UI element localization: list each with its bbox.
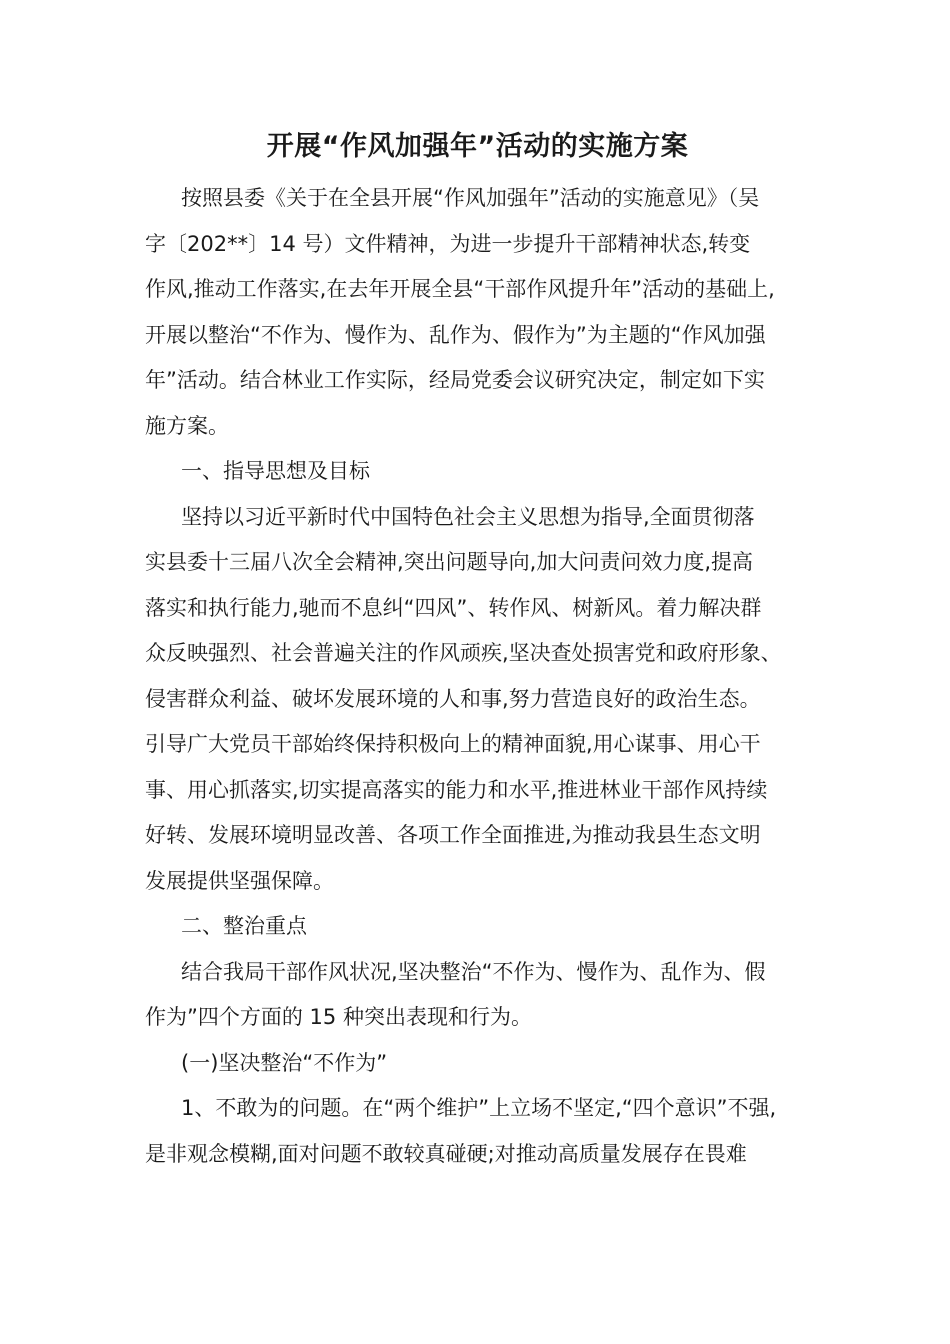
text-line: 1、不敢为的问题。在“两个维护”上立场不坚定,“四个意识”不强, [181, 1096, 777, 1120]
text-line: 坚持以习近平新时代中国特色社会主义思想为指导,全面贯彻落 [181, 504, 755, 529]
section-heading-1 [145, 449, 810, 495]
text-line: 实县委十三届八次全会精神,突出问题导向,加大问责问效力度,提高 [145, 550, 754, 574]
subsection-heading-1 [145, 1041, 810, 1087]
text-line: (一)坚决整治“不作为” [181, 1050, 388, 1075]
text-line: 开展以整治“不作为、慢作为、乱作为、假作为”为主题的“作风加强 [145, 322, 766, 347]
text-line: 作风,推动工作落实,在去年开展全县“干部作风提升年”活动的基础上, [145, 277, 775, 301]
text-line: 落实和执行能力,驰而不息纠“四风”、转作风、树新风。着力解决群 [145, 595, 762, 620]
text-line: 按照县委《关于在全县开展“作风加强年”活动的实施意见》（吴 [181, 186, 760, 210]
text-line: 年”活动。结合林业工作实际，经局党委会议研究决定，制定如下实 [145, 368, 765, 392]
document-title: 开展“作风加强年”活动的实施方案 [266, 131, 689, 162]
text-line: 引导广大党员干部始终保持积极向上的精神面貌,用心谋事、用心干 [145, 732, 761, 756]
text-line: 一、指导思想及目标 [181, 459, 370, 483]
text-line: 发展提供坚强保障。 [145, 868, 334, 893]
item-1-paragraph [145, 1086, 810, 1177]
text-line: 好转、发展环境明显改善、各项工作全面推进,为推动我县生态文明 [145, 823, 761, 847]
text-line: 施方案。 [145, 413, 229, 438]
document-page [145, 118, 810, 1177]
text-line: 字〔202**〕14 号）文件精神，为进一步提升干部精神状态,转变 [145, 231, 751, 256]
guiding-ideology-paragraph [145, 495, 810, 905]
rectification-focus-paragraph [145, 950, 810, 1041]
text-line: 二、整治重点 [181, 914, 307, 938]
text-line: 事、用心抓落实,切实提高落实的能力和水平,推进林业干部作风持续 [145, 777, 768, 802]
text-line: 众反映强烈、社会普遍关注的作风顽疾,坚决查处损害党和政府形象、 [145, 641, 782, 665]
section-heading-2 [145, 904, 810, 950]
text-line: 结合我局干部作风状况,坚决整治“不作为、慢作为、乱作为、假 [181, 959, 766, 984]
text-line: 是非观念模糊,面对问题不敢较真碰硬;对推动高质量发展存在畏难 [145, 1141, 747, 1166]
text-line: 侵害群众利益、破坏发展环境的人和事,努力营造良好的政治生态。 [145, 686, 761, 711]
text-line: 作为”四个方面的 15 种突出表现和行为。 [145, 1005, 532, 1029]
intro-paragraph [145, 176, 810, 449]
